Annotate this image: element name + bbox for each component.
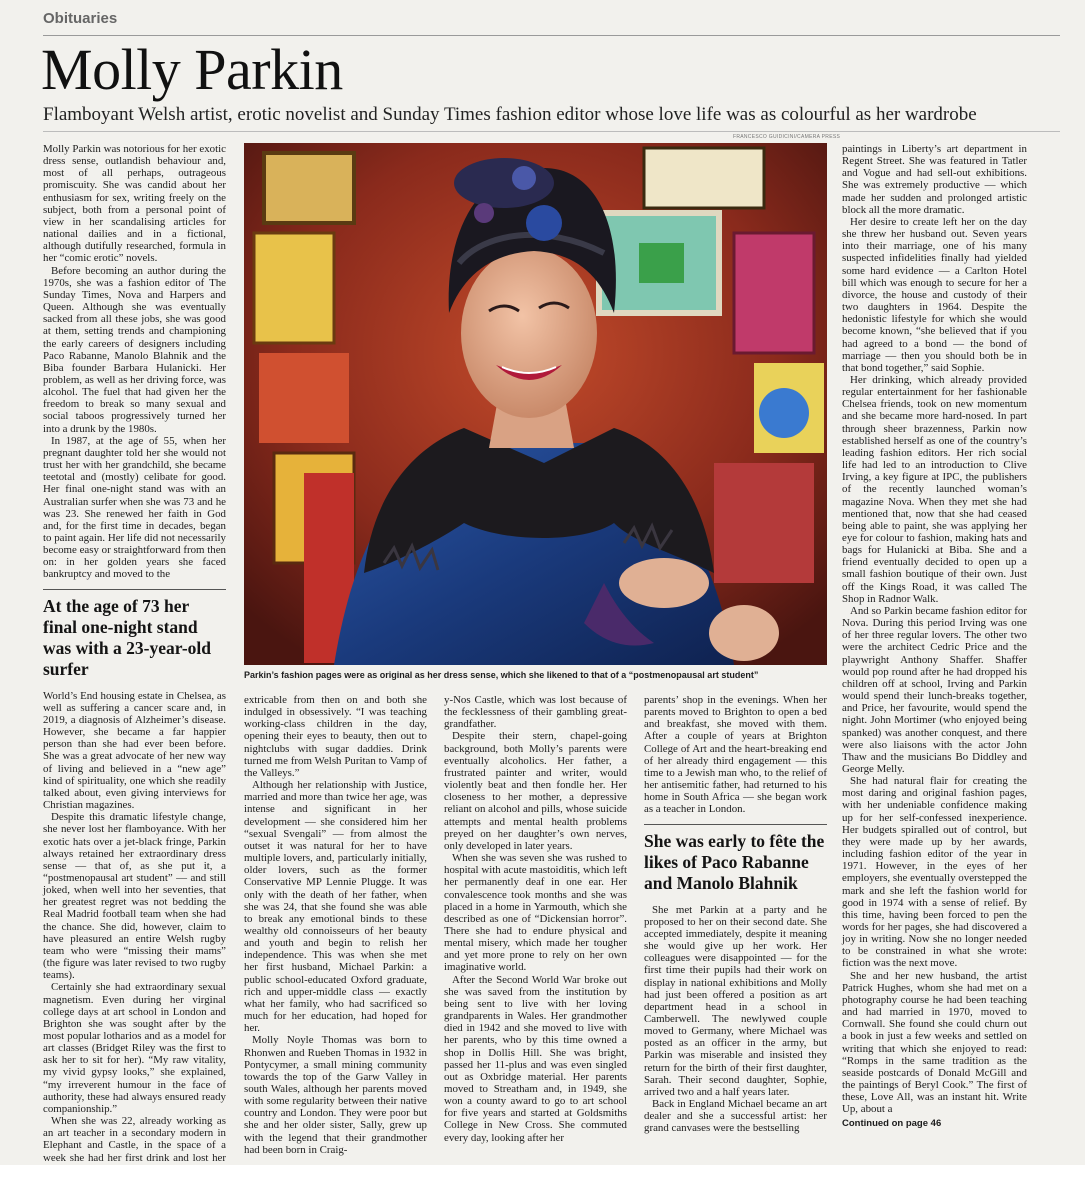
paragraph: When she was seven she was rushed to hospital with acute mastoiditis, which left her permanently deaf in one ear. Her convalescence took months and she was placed in a home in Yarmouth, which she described as one of “Dickensian horror”. There she had to endure physical and mental misery, which made her tougher and yet more prone to rely on her own imaginative world. (444, 852, 627, 974)
sub-rule (43, 131, 1060, 132)
paragraph: Certainly she had extraordinary sexual magnetism. Even during her virginal college days at art school in London and Brighton she was sought after by the most popular lotharios and as a model for art classes (Bridget Riley was the first to ask her to sit for her). “My raw vitality, my vivid gypsy looks,” she explained, “my irreverent humour in the face of authority, these had always ensured ready companionship.” (43, 981, 226, 1115)
column-1 (43, 143, 226, 1164)
column-4 (644, 694, 827, 1161)
bottom-margin (0, 1165, 1085, 1200)
paragraph: In 1987, at the age of 55, when her pregnant daughter told her she would not trust her with her grandchild, she became teetotal and (mostly) celibate for good. Her final one-night stand was with an Australian surfer when she was 73 and he was 23. She renewed her faith in God and, for the first time in decades, began to paint again. Her life did not necessarily become easy or straightforward from then on: in her golden years she faced bankruptcy and moved to the (43, 434, 226, 581)
paragraph: paintings in Liberty’s art department in Regent Street. She was featured in Tatler and Vogue and had sell-out exhibitions. She was extremely productive — which made her sudden and prolonged artistic block all the more dramatic. (842, 143, 1027, 216)
paragraph: parents’ shop in the evenings. When her parents moved to Brighton to open a bed and breakfast, she moved with them. After a couple of years at Brighton College of Art and the heart-breaking end of her already third engagement — this time to a Jewish man who, to the relief of her antisemitic father, had returned to his home in South Africa — she began work as a teacher in London. (644, 694, 827, 816)
column-2 (244, 694, 427, 1161)
paragraph: Despite this dramatic lifestyle change, she never lost her flamboyance. With her exotic hats over a jet-black fringe, Parkin always retained her extraordinary dress sense — that of, as she put it, a “postmenopausal art student” — and still joked, when well into her seventies, that her greatest regret was not bedding the Real Madrid football team when she had the chance. She did, however, claim to have pleasured an entire Welsh rugby team who were “missing their mams” (the figure was later revised to two rugby teams). (43, 811, 226, 982)
paragraph: She and her new husband, the artist Patrick Hughes, whom she had met on a photography course he had been teaching and had married in 1970, moved to Cornwall. She found she could churn out a book in just a few weeks and settled on writing that which she enjoyed to read: “Romps in the same tradition as the seaside postcards of Donald McGill and the paintings of Beryl Cook.” The first of these, Love All, was an instant hit. Write Up, about a (842, 969, 1027, 1116)
pullquote-2: She was early to fête the likes of Paco Rabanne and Manolo Blahnik (644, 824, 827, 894)
photo-caption: Parkin’s fashion pages were as original as her dress sense, which she likened to that of a “postmenopausal art student” (244, 670, 759, 680)
paragraph: Her drinking, which already provided regular entertainment for her fashionable Chelsea friends, took on new momentum and she became more hard-nosed. In part through sheer brazenness, Parkin now established herself as one of the country’s leading fashion editors. Her rich social life had led to an introduction to Clive Irving, a key figure at IPC, the publishers of the recently launched woman’s magazine Nova. When they met she had mentioned that, now that she had ceased being able to paint, she was applying her eye for colour to fashion, making hats and bags for Hulanicki at Biba. She and a friend eventually decided to open up a small fashion boutique of their own. Just off the Kings Road, it was called The Shop in Radnor Walk. (842, 373, 1027, 605)
paragraph: Before becoming an author during the 1970s, she was a fashion editor of The Sunday Times, Nova and Harpers and Queen. Although she was eventually sacked from all these jobs, she was good at them, setting trends and championing the early careers of designers including Paco Rabanne, Manolo Blahnik and the Biba founder Barbara Hulanicki. Her problem, as well as her driving force, was alcohol. The fuel that had given her the freedom to break so many sexual and social taboos progressively turned her into a drunk by the 1980s. (43, 264, 226, 435)
paragraph: After the Second World War broke out she was saved from the institution by being sent to live with her loving grandparents in Wales. Her grandmother died in 1942 and she moved to live with her parents, who by this time owned a shop in Dollis Hill. She was bright, passed her 11-plus and was even singled out as Oxbridge material. Her parents moved to Streatham and, in 1949, she won a county award to go to art school for five years and started at Goldsmiths College in New Cross. She commuted every day, looking after her (444, 973, 627, 1144)
portrait-illustration (244, 143, 827, 665)
column-5 (842, 143, 1027, 1161)
section-label: Obituaries (43, 10, 118, 27)
paragraph: Despite their stern, chapel-going background, both Molly’s parents were eventually alcoholics. Her father, a frustrated painter and writer, would violently beat and then fondle her. Her closeness to her mother, a depressive reliant on alcohol and pills, whose suicide attempts and mental health problems preyed on her daughter’s own nerves, only developed in later years. (444, 730, 627, 852)
continued-link[interactable]: Continued on page 46 (842, 1117, 942, 1129)
paragraph: extricable from then on and both she indulged in obsessively. “I was teaching working-class children in the day, opening their eyes to beauty, then out to nightclubs with sugar daddies. Drink turned me from Welsh Puritan to Vamp of the Valleys.” (244, 694, 427, 779)
paragraph: Molly Parkin was notorious for her exotic dress sense, outlandish behaviour and, most of all perhaps, outrageous promiscuity. She was candid about her enthusiasm for sex, writing freely on the subject, both from a personal point of view in her scandalising articles for national dailies and in a fictional, although dutifully researched, formula in her “comic erotic” novels. (43, 143, 226, 265)
paragraph: Her desire to create left her on the day she threw her husband out. Seven years into their marriage, one of his many suspected infidelities finally had yielded some hard evidence — a Carlton Hotel bill which was enough to secure for her a divorce, the house and custody of their two daughters in 1964. Despite the hedonistic lifestyle for which she would become known, “she believed that if you had agreed to a bond — the bond of marriage — then you should both be in that bond together,” said Sophie. (842, 215, 1027, 374)
paragraph: Although her relationship with Justice, married and more than twice her age, was intense and significant in her development — she considered him her “sexual Svengali” — from almost the outset it was natural for her to have multiple lovers, and, particularly initially, older lovers, such as the former Conservative MP Lennie Plugge. It was only with the death of her father, when she was 24, that she found she was able to break any emotional binds to these wealthy old connoisseurs of her beauty and youth and begin to relish her independence. This was when she met her first husband, Michael Parkin: a public school-educated Oxford graduate, rich and upper-middle class — exactly what her family, who had sacrificed so much for her education, had hoped for her. (244, 779, 427, 1035)
pullquote-1: At the age of 73 her final one-night stand was with a 23-year-old surfer (43, 589, 226, 680)
paragraph: World’s End housing estate in Chelsea, as well as suffering a cancer scare and, in 2019, a diagnosis of Alzheimer’s disease. However, she became a far happier person than she had ever been before. She was a great advocate of her new way of living and believed in a “new age” kind of spirituality, one which she readily talked about, even giving interviews for Christian magazines. (43, 689, 226, 812)
photo-credit: FRANCESCO GUIDICINI/CAMERA PRESS (733, 134, 841, 140)
paragraph: Back in England Michael became an art dealer and she a successful artist: her grand canvases were the bestselling (644, 1098, 827, 1135)
paragraph: y-Nos Castle, which was lost because of the fecklessness of their gambling great-grandfather. (444, 694, 627, 731)
paragraph: She met Parkin at a party and he proposed to her on their second date. She accepted immediately, despite it meaning she would give up her work. Her colleagues were disappointed — for the first time their pupils had their work on display in national exhibitions and Molly had just been offered a position as art department head in a school in Camberwell. The newlywed couple moved to Germany, where Michael was posted as an officer in the army, but Parkin was miserable and insisted they return for the birth of their first daughter, Sarah. Their second daughter, Sophie, arrived two and a half years later. (644, 903, 827, 1098)
paragraph: When she was 22, already working as an art teacher in a secondary modern in Elephant and Castle, in the space of a week she had her first drink and lost her (43, 1115, 226, 1164)
standfirst: Flamboyant Welsh artist, erotic novelist and Sunday Times fashion editor whose love life was as colourful as her wardrobe (43, 104, 977, 125)
paragraph: Molly Noyle Thomas was born to Rhonwen and Rueben Thomas in 1932 in Pontycymer, a small mining community towards the top of the Garw Valley in south Wales, although her parents moved with some regularity between their native country and London. They were poor but she and her older sister, Sally, grew up with the legend that their grandmother had been born in Craig- (244, 1034, 427, 1156)
headline: Molly Parkin (41, 37, 343, 102)
column-3 (444, 694, 627, 1161)
portrait-photo (244, 143, 827, 665)
paragraph: She had natural flair for creating the most daring and original fashion pages, with her undeniable confidence making up for her self-confessed inexperience. Her budgets spiralled out of control, but they were made up by her awards, including fashion editor of the year in 1971. However, in the eyes of her employers, she eventually overstepped the mark and she left the fashion world for good in 1974 with a sense of relief. By this time, having been forced to pen the words for her pages, she had discovered a joy in writing. Now she no longer needed to be constrained in what she wrote: fiction was the next move. (842, 775, 1027, 970)
paragraph: And so Parkin became fashion editor for Nova. During this period Irving was one of her three regular lovers. The other two were the architect Cedric Price and the playwright Anthony Shaffer. Shaffer would pop round after he had dropped his children off at school, Irving and Parkin would spend their lunch-breaks together, and Price, her favourite, would spend the night. John Mortimer (who enjoyed being spanked) was another conquest, and there were also liaisons with the actor John Thaw and the musicians Bo Diddley and George Melly. (842, 604, 1027, 775)
